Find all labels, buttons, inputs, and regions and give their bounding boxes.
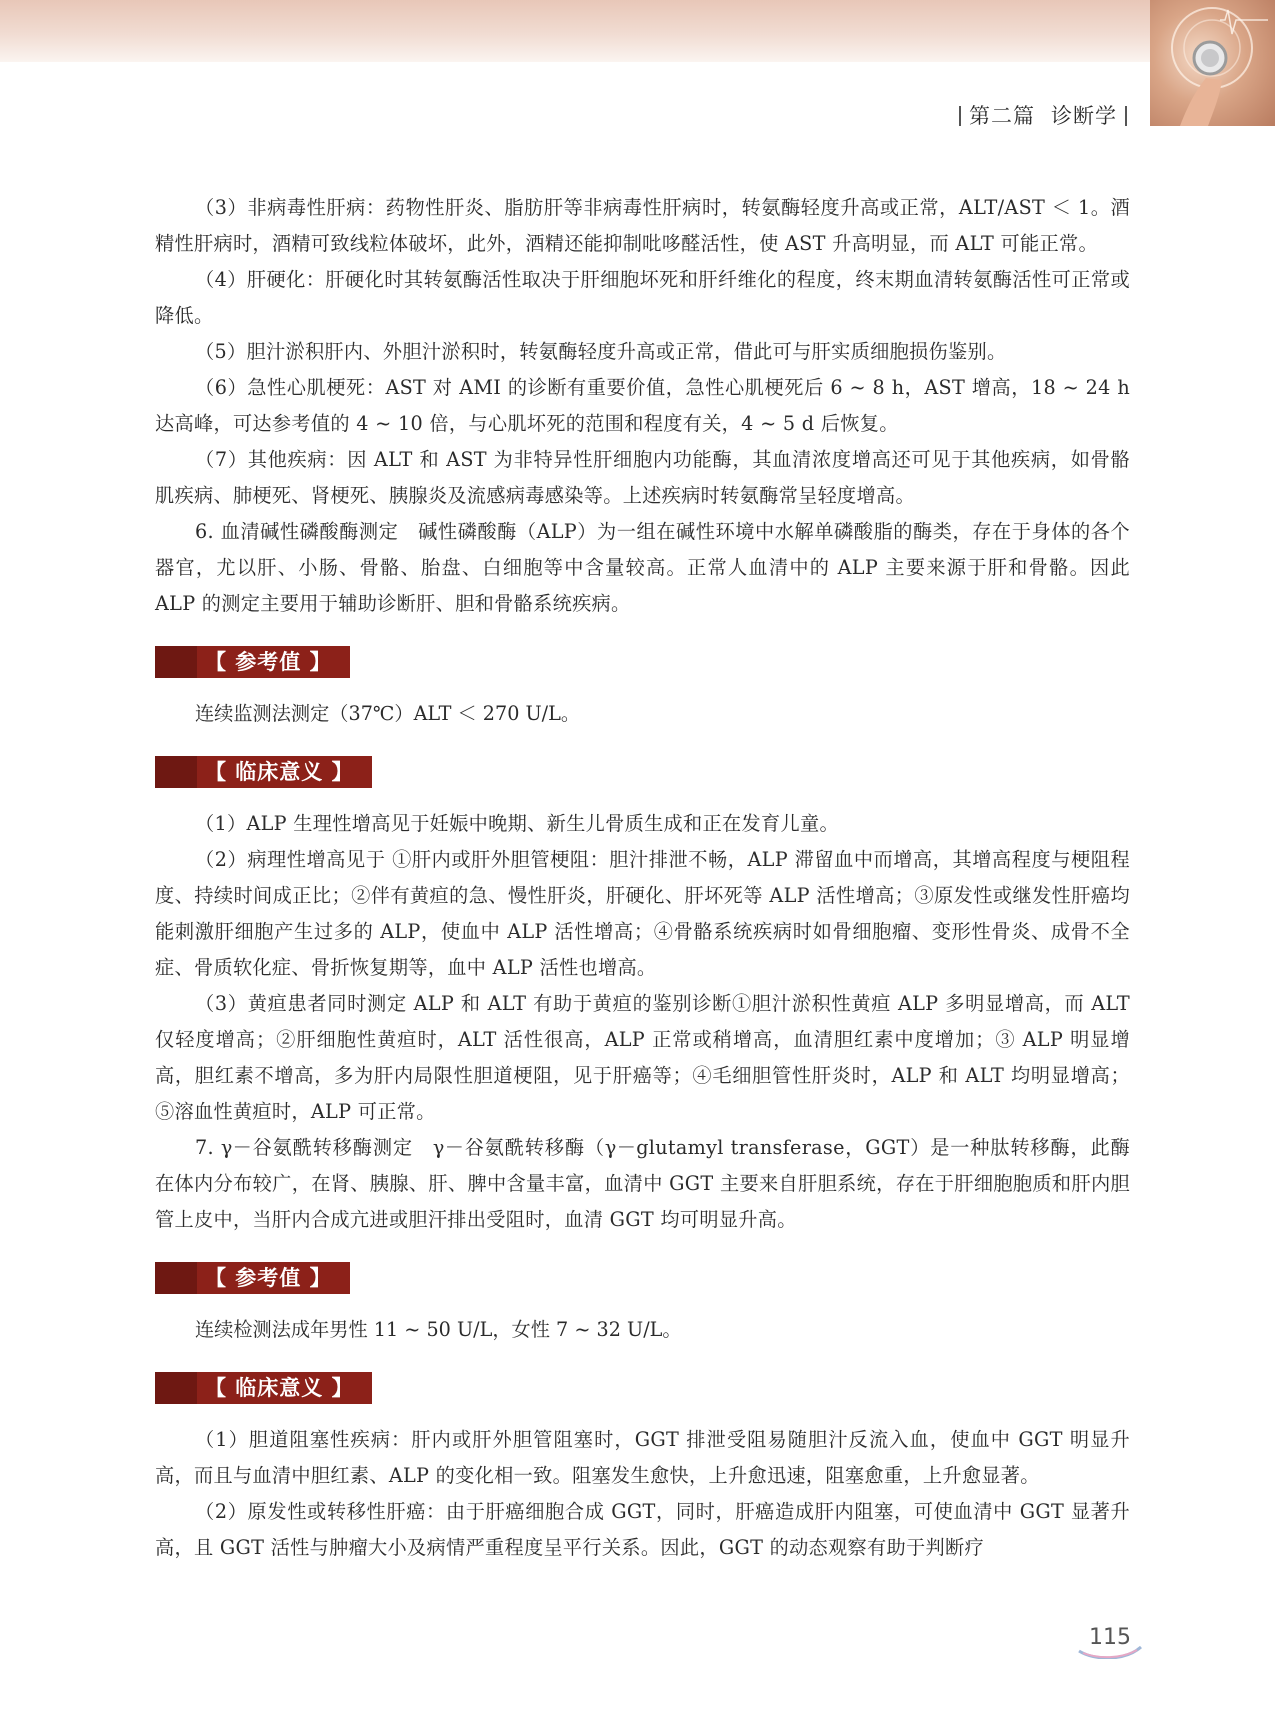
reference-value: 连续监测法测定（37℃）ALT ＜ 270 U/L。	[195, 702, 581, 725]
paragraph: （3）非病毒性肝病：药物性肝炎、脂肪肝等非病毒性肝病时，转氨酶轻度升高或正常，ALT/AST ＜ 1。酒精性肝病时，酒精可致线粒体破坏，此外，酒精还能抑制吡哆醛活性，使 AST 升高明显，而 ALT 可能正常。	[155, 196, 1130, 255]
page-number	[1075, 1625, 1145, 1665]
stethoscope-icon	[1150, 0, 1275, 126]
paragraph: （1）胆道阻塞性疾病：肝内或肝外胆管阻塞时，GGT 排泄受阻易随胆汁反流入血，使血中 GGT 明显升高，而且与血清中胆红素、ALP 的变化相一致。阻塞发生愈快，上升愈迅速，阻塞愈重，上升愈显著。	[155, 1428, 1130, 1487]
paragraph: （6）急性心肌梗死：AST 对 AMI 的诊断有重要价值，急性心肌梗死后 6 ~ 8 h，AST 增高，18 ~ 24 h 达高峰，可达参考值的 4 ~ 10 倍，与心肌坏死的范围和程度有关，4 ~ 5 d 后恢复。	[155, 376, 1130, 435]
part-label: 第二篇	[969, 104, 1035, 128]
section-tag	[155, 1372, 372, 1404]
section-tag	[155, 756, 372, 788]
paragraph: （5）胆汁淤积肝内、外胆汁淤积时，转氨酶轻度升高或正常，借此可与肝实质细胞损伤鉴别。	[195, 340, 1007, 363]
main-content	[155, 190, 1130, 1566]
section-tag-label: 【 临床意义 】	[205, 760, 354, 784]
paragraph: 7. γ－谷氨酰转移酶测定 γ－谷氨酰转移酶（γ－glutamyl transferase，GGT）是一种肽转移酶，此酶在体内分布较广，在肾、胰腺、肝、脾中含量丰富，血清中 GGT 主要来自肝胆系统，存在于肝细胞胞质和肝内胆管上皮中，当肝内合成亢进或胆汗排出受阻时，血清 GGT 均可明显升高。	[155, 1136, 1130, 1231]
paragraph: （2）病理性增高见于 ①肝内或肝外胆管梗阻：胆汁排泄不畅，ALP 滞留血中而增高，其增高程度与梗阻程度、持续时间成正比；②伴有黄疸的急、慢性肝炎，肝硬化、肝坏死等 ALP 活性增高；③原发性或继发性肝癌均能刺激肝细胞产生过多的 ALP，使血中 ALP 活性增高；④骨骼系统疾病时如骨细胞瘤、变形性骨炎、成骨不全症、骨质软化症、骨折恢复期等，血中 ALP 活性也增高。	[155, 848, 1130, 979]
divider	[959, 106, 961, 126]
clinical-significance-heading	[155, 756, 1130, 788]
section-tag-label: 【 参考值 】	[205, 1266, 332, 1290]
clinical-significance-list	[155, 806, 1130, 1238]
section-tag-label: 【 参考值 】	[205, 650, 332, 674]
running-head	[951, 100, 1135, 130]
divider	[1125, 106, 1127, 126]
section-tag	[155, 1262, 350, 1294]
header-band	[0, 0, 1275, 62]
paragraph: （1）ALP 生理性增高见于妊娠中晚期、新生儿骨质生成和正在发育儿童。	[195, 812, 839, 835]
paragraph: （7）其他疾病：因 ALT 和 AST 为非特异性肝细胞内功能酶，其血清浓度增高还可见于其他疾病，如骨骼肌疾病、肺梗死、肾梗死、胰腺炎及流感病毒感染等。上述疾病时转氨酶常呈轻度增高。	[155, 448, 1130, 507]
paragraph: （3）黄疸患者同时测定 ALP 和 ALT 有助于黄疸的鉴别诊断①胆汁淤积性黄疸 ALP 多明显增高，而 ALT 仅轻度增高；②肝细胞性黄疸时，ALT 活性很高，ALP 正常或稍增高，血清胆红素中度增加；③ ALP 明显增高，胆红素不增高，多为肝内局限性胆道梗阻，见于肝癌等；④毛细胆管性肝炎时，ALP 和 ALT 均明显增高；⑤溶血性黄疸时，ALP 可正常。	[155, 992, 1130, 1123]
intro-paragraphs	[155, 190, 1130, 622]
paragraph: 6. 血清碱性磷酸酶测定 碱性磷酸酶（ALP）为一组在碱性环境中水解单磷酸脂的酶类，存在于身体的各个器官，尤以肝、小肠、骨骼、胎盘、白细胞等中含量较高。正常人血清中的 ALP 主要来源于肝和骨骼。因此 ALP 的测定主要用于辅助诊断肝、胆和骨骼系统疾病。	[155, 520, 1130, 615]
reference-value-heading	[155, 646, 1130, 678]
paragraph: （4）肝硬化：肝硬化时其转氨酶活性取决于肝细胞坏死和肝纤维化的程度，终末期血清转氨酶活性可正常或降低。	[155, 268, 1130, 327]
page-number-label: 115	[1089, 1625, 1131, 1650]
paragraph: （2）原发性或转移性肝癌：由于肝癌细胞合成 GGT，同时，肝癌造成肝内阻塞，可使血清中 GGT 显著升高，且 GGT 活性与肿瘤大小及病情严重程度呈平行关系。因此，GGT 的动态观察有助于判断疗	[155, 1500, 1130, 1559]
reference-value-heading	[155, 1262, 1130, 1294]
clinical-significance-heading	[155, 1372, 1130, 1404]
stethoscope-photo	[1150, 0, 1275, 126]
clinical-significance-list	[155, 1422, 1130, 1566]
chapter-title: 诊断学	[1051, 104, 1117, 128]
reference-value: 连续检测法成年男性 11 ~ 50 U/L，女性 7 ~ 32 U/L。	[195, 1318, 682, 1341]
section-tag	[155, 646, 350, 678]
section-tag-label: 【 临床意义 】	[205, 1376, 354, 1400]
